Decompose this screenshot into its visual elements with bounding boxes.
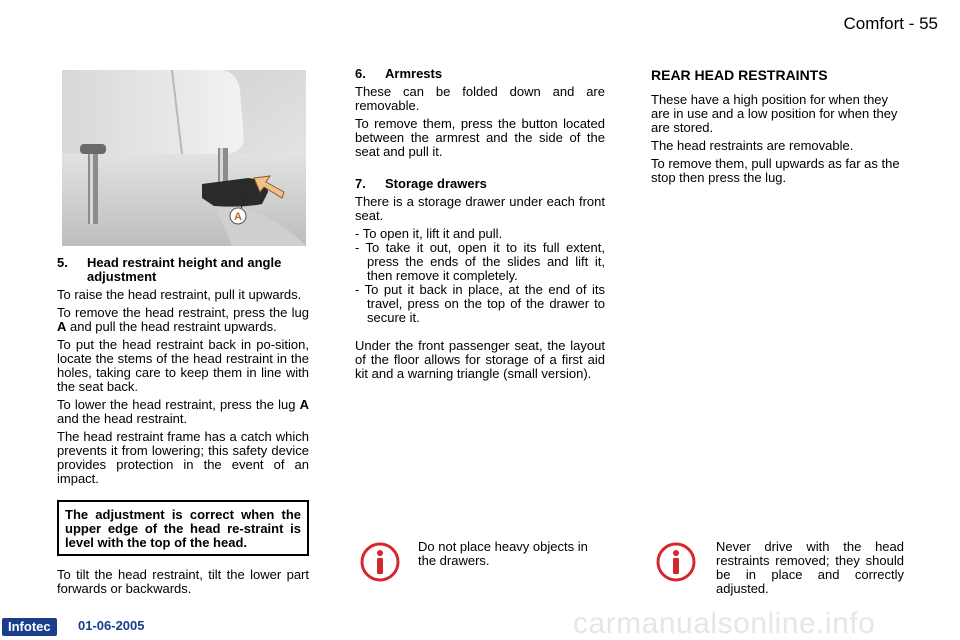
paragraph: To raise the head restraint, pull it upwards.: [57, 287, 302, 302]
paragraph: These can be folded down and are removable.: [355, 84, 605, 113]
list-item: - To put it back in place, at the end of its travel, press on the top of the drawer to secure it.: [355, 282, 605, 325]
list-item: - To take it out, open it to its full extent, press the ends of the slides and lift it, then remove it completely.: [355, 240, 605, 283]
section-heading-7: 7. Storage drawers: [355, 176, 487, 191]
section-heading-6: 6. Armrests: [355, 66, 443, 81]
adjustment-note-box: The adjustment is correct when the upper edge of the head re-straint is level with the top of the head.: [57, 500, 309, 556]
paragraph: The head restraints are removable.: [651, 138, 854, 153]
section-heading-5: 5. Head restraint height and angle adjustment: [57, 255, 282, 284]
paragraph: These have a high position for when they are in use and a low position for when they are stored.: [651, 92, 898, 135]
column-1: [57, 256, 309, 600]
paragraph: To remove them, press the button located between the armrest and the side of the seat and pull it.: [355, 116, 605, 159]
column-2: [355, 67, 605, 385]
svg-text:A: A: [234, 211, 242, 223]
page-header: Comfort - 55: [843, 14, 938, 33]
section-title: REAR HEAD RESTRAINTS: [651, 67, 828, 83]
footer-date: 01-06-2005: [78, 618, 145, 633]
column-3: [651, 67, 905, 189]
list-item: - To open it, lift it and pull.: [355, 226, 503, 241]
paragraph: To lower the head restraint, press the lug A and the head restraint.: [57, 397, 309, 426]
paragraph: To tilt the head restraint, tilt the lower part forwards or backwards.: [57, 567, 309, 596]
infotec-badge: Infotec: [2, 618, 57, 636]
info-icon: [656, 542, 696, 582]
paragraph: The head restraint frame has a catch which prevents it from lowering; this safety device provides protection in the event of an impact.: [57, 429, 309, 486]
paragraph: To remove the head restraint, press the lug A and pull the head restraint upwards.: [57, 305, 309, 334]
warning-text: Do not place heavy objects in the drawers.: [418, 539, 588, 568]
warning-text: Never drive with the head restraints removed; they should be in place and correctly adjusted.: [716, 539, 904, 596]
head-restraint-illustration: [62, 70, 306, 246]
watermark: carmanualsonline.info: [573, 607, 876, 640]
paragraph: To put the head restraint back in po-sition, locate the stems of the head restraint in the holes, taking care to keep them in line with the seat back.: [57, 337, 309, 394]
callout-label-a: [230, 208, 246, 224]
paragraph: To remove them, pull upwards as far as the stop then press the lug.: [651, 156, 900, 185]
info-icon: [360, 542, 400, 582]
paragraph: Under the front passenger seat, the layout of the floor allows for storage of a first aid kit and a warning triangle (small version).: [355, 338, 605, 381]
paragraph: There is a storage drawer under each front seat.: [355, 194, 605, 223]
